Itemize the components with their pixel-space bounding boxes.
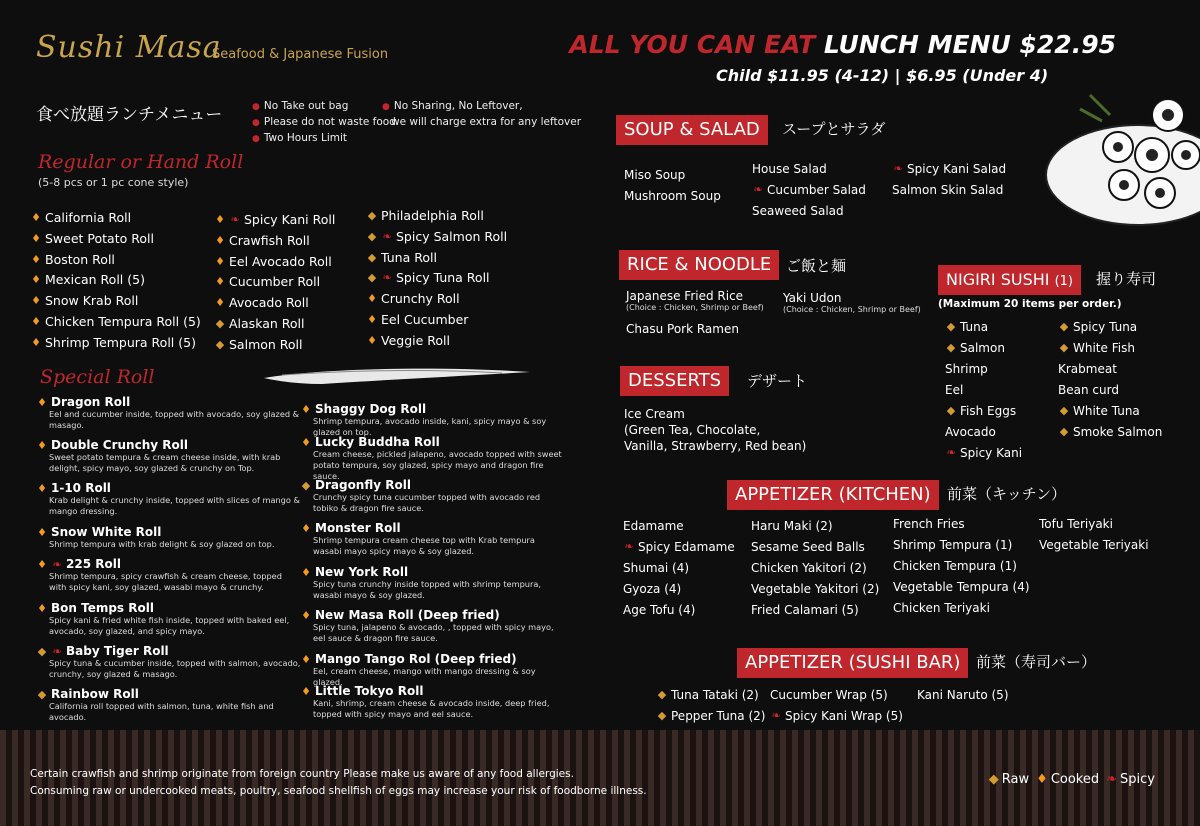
menu-item-label: White Tuna [1073, 403, 1140, 418]
menu-item-label: Spicy Kani [960, 445, 1023, 460]
special-roll-desc: Spicy tuna, jalapeno & avocado, , topped with spicy mayo, eel sauce & dragon fire sauce. [313, 622, 554, 643]
rule-item: ● Two Hours Limit [252, 132, 348, 144]
menu-item-label: Fish Eggs [960, 403, 1017, 418]
menu-item-label: Kani Naruto (5) [917, 687, 1009, 702]
special-roll-name: New York Roll [315, 565, 409, 579]
menu-item-label: California Roll [45, 210, 132, 225]
flame-icon: ♦ [215, 254, 225, 268]
special-roll-name: Dragonfly Roll [315, 478, 411, 492]
flame-icon: ♦ [301, 652, 311, 666]
menu-item-label: Chicken Teriyaki [893, 600, 990, 615]
flame-icon: ♦ [1036, 772, 1048, 787]
menu-item [366, 310, 507, 331]
menu-item [1058, 400, 1162, 421]
menu-item [892, 179, 1006, 200]
rice-item-1: Japanese Fried Rice (Choice : Chicken, Shrimp or Beef) [626, 289, 764, 312]
menu-item [751, 599, 879, 620]
fish-icon: ◆ [657, 709, 667, 722]
fish-icon: ◆ [37, 644, 47, 658]
menu-item-label: Spicy Kani Roll [244, 212, 336, 227]
menu-item [1058, 337, 1162, 358]
rule-item: ● Please do not waste food [252, 116, 396, 128]
special-roll-desc: Shrimp tempura, spicy crawfish & cream cheese, topped with spicy kani, soy glazed, wasabi mayo & crunchy. [49, 571, 282, 592]
menu-item [214, 314, 335, 335]
menu-item-label: Age Tofu (4) [623, 602, 696, 617]
menu-item-label: Fried Calamari (5) [751, 602, 859, 617]
special-roll-name: Monster Roll [315, 521, 401, 535]
flame-icon: ♦ [37, 557, 47, 571]
fish-icon: ◆ [215, 337, 225, 351]
menu-item [656, 705, 765, 726]
special-roll-name: Shaggy Dog Roll [315, 402, 427, 416]
flame-icon: ♦ [367, 333, 377, 347]
menu-item-label: Salmon Skin Salad [892, 182, 1004, 197]
menu-item-label: Avocado [945, 424, 996, 439]
rule-item: we will charge extra for any leftover [391, 116, 582, 128]
menu-item [945, 358, 1022, 379]
menu-item [366, 268, 507, 289]
special-roll-item [36, 687, 301, 723]
menu-item-label: Eel Cucumber [381, 311, 469, 327]
child-price: Child $11.95 (4-12) | $6.95 (Under 4) [716, 66, 1049, 85]
brand-subtitle: Seafood & Japanese Fusion [212, 47, 389, 62]
flame-icon: ♦ [301, 565, 311, 579]
special-roll-desc: Krab delight & crunchy inside, topped with slices of mango & mango dressing. [49, 495, 300, 516]
special-roll-item [36, 644, 301, 680]
special-roll-title: Special Roll [40, 366, 155, 388]
soup-col3 [892, 158, 1006, 200]
menu-item [893, 576, 1030, 597]
menu-item-label: French Fries [893, 516, 965, 531]
special-roll-name: Dragon Roll [51, 395, 131, 409]
menu-item [623, 557, 735, 578]
special-roll-name: Snow White Roll [51, 525, 162, 539]
menu-item [623, 515, 735, 536]
flame-icon: ♦ [301, 402, 311, 416]
brand-logo: Sushi Masa [36, 30, 222, 65]
menu-item [917, 684, 1009, 705]
menu-item-label: Pepper Tuna (2) [671, 708, 766, 723]
flame-icon: ♦ [31, 314, 41, 328]
menu-item-label: Spicy Edamame [638, 539, 735, 554]
pepper-icon: ❧ [753, 183, 763, 196]
special-roll-name: Little Tokyo Roll [315, 684, 424, 698]
menu-item-label: Avocado Roll [229, 295, 309, 311]
menu-item-label: Snow Krab Roll [45, 293, 139, 309]
menu-item [751, 557, 879, 578]
appetizer-kitchen-header: APPETIZER (KITCHEN) [727, 480, 939, 510]
allergy-notice: Certain crawfish and shrimp originate from foreign country Please make us aware of any food allergies. Consuming raw or undercooked meats, poultry, seafood shellfish of eggs may increase your risk of foodborne illness. [30, 768, 647, 797]
pepper-icon: ❧ [52, 557, 62, 571]
menu-item [770, 705, 903, 726]
menu-item-label: Salmon [960, 340, 1005, 355]
menu-item-label: House Salad [752, 161, 827, 176]
menu-item [892, 158, 1006, 179]
flame-icon: ♦ [31, 294, 41, 308]
menu-item-label: Crunchy Roll [381, 291, 460, 307]
menu-title-red: ALL YOU CAN EAT [569, 30, 816, 59]
flame-icon: ♦ [31, 211, 41, 224]
special-roll-name: Mango Tango Rol (Deep fried) [315, 652, 517, 666]
menu-title-white: LUNCH MENU $22.95 [823, 30, 1116, 59]
menu-item-label: Vegetable Teriyaki [1039, 537, 1149, 552]
kitchen-col1 [623, 515, 735, 620]
sushibar-col2 [770, 684, 903, 726]
special-roll-item [36, 481, 301, 517]
menu-item: Mushroom Soup [624, 189, 721, 203]
rules-col1 [252, 99, 396, 147]
nigiri-header: NIGIRI SUSHI (1) [938, 265, 1081, 295]
special-roll-desc: Crunchy spicy tuna cucumber topped with avocado red tobiko & dragon fire sauce. [313, 492, 541, 513]
kitchen-col3 [893, 513, 1030, 618]
soup-salad-jp: スープとサラダ [782, 120, 886, 138]
desserts-header: DESSERTS [620, 366, 729, 396]
sushi-plate-illustration [1040, 75, 1200, 235]
fish-icon: ◆ [367, 271, 377, 285]
fish-icon: ◆ [946, 404, 956, 417]
desserts-jp: デザート [747, 372, 808, 390]
pepper-icon: ❧ [382, 229, 392, 243]
special-roll-desc: Eel, cream cheese, mango with mango dressing & soy glazed. [313, 666, 536, 687]
menu-item [945, 421, 1022, 442]
nigiri-jp: 握り寿司 [1096, 270, 1157, 288]
menu-item-label: Spicy Salmon Roll [396, 228, 508, 244]
soup-col1 [624, 165, 721, 207]
special-roll-item [300, 608, 565, 644]
special-roll-desc: California roll topped with salmon, tuna, white fish and avocado. [49, 701, 274, 722]
fish-icon: ◆ [367, 229, 377, 243]
appetizer-sushibar-jp: 前菜（寿司バー） [976, 653, 1097, 671]
sushibar-col3 [917, 684, 1009, 705]
nigiri-col1 [945, 316, 1022, 463]
menu-item [623, 578, 735, 599]
fish-icon: ◆ [988, 772, 999, 787]
fish-icon: ◆ [946, 341, 956, 354]
menu-item [366, 227, 507, 248]
menu-item-label: Spicy Tuna Roll [396, 270, 490, 286]
special-roll-name: Double Crunchy Roll [51, 438, 188, 452]
menu-item-label: Tofu Teriyaki [1039, 516, 1113, 531]
menu-item [30, 250, 201, 271]
special-roll-item [36, 438, 301, 474]
brush-stroke [262, 366, 532, 386]
menu-item-label: Chicken Tempura Roll (5) [45, 313, 201, 329]
menu-item [752, 200, 866, 221]
menu-item [1058, 379, 1162, 400]
menu-item-label: Shrimp Tempura Roll (5) [45, 334, 196, 350]
fish-icon: ◆ [367, 209, 377, 222]
menu-item-label: Eel [945, 382, 964, 397]
fish-icon: ◆ [367, 250, 377, 264]
special-roll-desc: Spicy tuna crunchy inside topped with shrimp tempura, wasabi mayo & soy glazed. [313, 579, 541, 600]
menu-item [770, 684, 903, 705]
menu-item-label: Tuna Roll [381, 249, 437, 265]
special-roll-name: Lucky Buddha Roll [315, 435, 440, 449]
menu-item [893, 555, 1030, 576]
flame-icon: ♦ [301, 608, 311, 622]
menu-item [893, 513, 1030, 534]
menu-item [1039, 534, 1149, 555]
rule-item: ● No Sharing, No Leftover, [382, 100, 523, 112]
flame-icon: ♦ [37, 601, 47, 615]
menu-item [366, 206, 507, 227]
menu-item-label: Tuna [960, 319, 989, 334]
menu-item-label: Eel Avocado Roll [229, 253, 332, 269]
flame-icon: ♦ [215, 275, 225, 289]
menu-item-label: Alaskan Roll [229, 315, 305, 331]
menu-item-label: Boston Roll [45, 251, 115, 267]
special-roll-desc: Shrimp tempura with krab delight & soy glazed on top. [49, 539, 275, 549]
special-roll-desc: Spicy tuna & cucumber inside, topped with salmon, avocado, crunchy, soy glazed & masago. [49, 658, 301, 679]
menu-item [752, 158, 866, 179]
appetizer-sushibar-header: APPETIZER (SUSHI BAR) [737, 648, 968, 678]
menu-item [945, 316, 1022, 337]
special-roll-desc: Kani, shrimp, cream cheese & avocado inside, deep fried, topped with spicy mayo and eel sauce. [313, 698, 550, 719]
menu-item [366, 331, 507, 352]
flame-icon: ♦ [37, 438, 47, 452]
menu-item-label: Veggie Roll [381, 332, 450, 348]
fish-icon: ◆ [1059, 320, 1069, 333]
menu-item [30, 333, 201, 354]
menu-item-label: Bean curd [1058, 382, 1119, 397]
menu-item [214, 252, 335, 273]
menu-item: Miso Soup [624, 168, 686, 182]
flame-icon: ♦ [31, 335, 41, 349]
special-roll-desc: Shrimp tempura, avocado inside, kani, spicy mayo & soy glazed on top. [313, 416, 547, 437]
rice-item-3: Chasu Pork Ramen [626, 322, 739, 336]
menu-item-label: Vegetable Tempura (4) [893, 579, 1030, 594]
menu-item-label: Chicken Yakitori (2) [751, 560, 867, 575]
menu-item [30, 208, 201, 229]
menu-item [30, 229, 201, 250]
menu-item-label: Cucumber Salad [767, 182, 866, 197]
rice-noodle-jp: ご飯と麺 [786, 257, 847, 275]
pepper-icon: ❧ [771, 709, 781, 722]
rice-noodle-header: RICE & NOODLE [619, 250, 779, 280]
regular-roll-title: Regular or Hand Roll [38, 151, 244, 173]
soup-salad-header: SOUP & SALAD [616, 115, 768, 145]
nigiri-col2 [1058, 316, 1162, 442]
menu-item [945, 337, 1022, 358]
rice-item-2: Yaki Udon (Choice : Chicken, Shrimp or Beef) [783, 291, 921, 314]
flame-icon: ♦ [31, 231, 41, 245]
special-roll-desc: Shrimp tempura cream cheese top with Krab tempura wasabi mayo spicy mayo & soy glazed. [313, 535, 535, 556]
special-roll-item [300, 684, 565, 720]
flame-icon: ♦ [215, 296, 225, 310]
nigiri-note: (Maximum 20 items per order.) [938, 298, 1122, 310]
regular-roll-col1 [30, 208, 201, 354]
special-roll-item [300, 652, 565, 688]
special-roll-item [36, 525, 301, 550]
menu-item-label: Smoke Salmon [1073, 424, 1163, 439]
menu-item [751, 578, 879, 599]
menu-item-label: Mexican Roll (5) [45, 272, 145, 288]
menu-item [1058, 358, 1162, 379]
fish-icon: ◆ [946, 320, 956, 333]
flame-icon: ♦ [301, 521, 311, 535]
regular-roll-col3 [366, 206, 507, 352]
special-roll-item [300, 478, 565, 514]
special-roll-name: 1-10 Roll [51, 481, 111, 495]
menu-item-label: Sesame Seed Balls [751, 539, 865, 554]
pepper-icon: ❧ [1106, 772, 1118, 787]
pepper-icon: ❧ [382, 271, 392, 285]
jp-title: 食べ放題ランチメニュー [36, 105, 223, 125]
menu-item [1039, 513, 1149, 534]
flame-icon: ♦ [37, 481, 47, 495]
menu-item [30, 312, 201, 333]
menu-item [1058, 421, 1162, 442]
menu-item-label: Haru Maki (2) [751, 518, 833, 533]
menu-item [751, 515, 879, 536]
pepper-icon: ❧ [230, 213, 240, 226]
menu-item [893, 597, 1030, 618]
special-roll-name: Baby Tiger Roll [66, 644, 169, 658]
menu-item [214, 272, 335, 293]
menu-item-label: Salmon Roll [229, 336, 303, 352]
pepper-icon: ❧ [893, 162, 903, 175]
menu-item [366, 289, 507, 310]
menu-item [656, 684, 765, 705]
menu-item [945, 379, 1022, 400]
special-roll-name: Rainbow Roll [51, 687, 139, 701]
appetizer-kitchen-jp: 前菜（キッチン） [947, 485, 1066, 503]
flame-icon: ♦ [301, 435, 311, 449]
menu-item-label: Sweet Potato Roll [45, 230, 154, 246]
menu-title [569, 30, 1116, 59]
menu-item-label: Crawfish Roll [229, 232, 310, 248]
fish-icon: ◆ [1059, 425, 1069, 438]
special-roll-desc: Spicy kani & fried white fish inside, topped with baked eel, avocado, soy glazed, and spicy mayo. [49, 615, 290, 636]
menu-item [623, 536, 735, 557]
special-roll-item [36, 395, 301, 431]
flame-icon: ♦ [215, 233, 225, 247]
menu-item-label: Cucumber Wrap (5) [770, 687, 888, 702]
menu-item [623, 599, 735, 620]
menu-item-label: Seaweed Salad [752, 203, 844, 218]
menu-item [366, 248, 507, 269]
fish-icon: ◆ [37, 687, 47, 701]
menu-item-label: White Fish [1073, 340, 1135, 355]
desserts-list: Ice Cream (Green Tea, Chocolate, Vanilla, Strawberry, Red bean) [624, 407, 807, 453]
pepper-icon: ❧ [52, 644, 62, 658]
special-roll-name: 225 Roll [66, 557, 121, 571]
flame-icon: ♦ [37, 395, 47, 409]
special-roll-item [300, 435, 565, 482]
menu-item [945, 400, 1022, 421]
flame-icon: ♦ [37, 525, 47, 539]
menu-item-label: Chicken Tempura (1) [893, 558, 1017, 573]
regular-roll-subtitle: (5-8 pcs or 1 pc cone style) [38, 176, 189, 189]
menu-item-label: Philadelphia Roll [381, 208, 484, 223]
flame-icon: ♦ [367, 312, 377, 326]
icon-legend: ◆ Raw ♦ Cooked ❧ Spicy [988, 772, 1155, 787]
regular-roll-col2 [214, 210, 335, 356]
special-roll-item [300, 521, 565, 557]
flame-icon: ♦ [215, 213, 225, 226]
special-roll-desc: Eel and cucumber inside, topped with avocado, soy glazed & masago. [49, 409, 300, 430]
special-roll-item [300, 402, 565, 438]
flame-icon: ♦ [31, 273, 41, 287]
kitchen-col4 [1039, 513, 1149, 555]
kitchen-col2 [751, 515, 879, 620]
menu-item [751, 536, 879, 557]
menu-item [752, 179, 866, 200]
menu-item-label: Tuna Tataki (2) [671, 687, 759, 702]
soup-col2 [752, 158, 866, 221]
menu-item-label: Shumai (4) [623, 560, 690, 575]
fish-icon: ◆ [301, 478, 311, 492]
menu-item-label: Spicy Kani Salad [907, 161, 1007, 176]
menu-item [214, 335, 335, 356]
special-roll-name: New Masa Roll (Deep fried) [315, 608, 500, 622]
special-roll-name: Bon Temps Roll [51, 601, 154, 615]
rules-col2 [382, 99, 581, 130]
menu-item [214, 293, 335, 314]
flame-icon: ♦ [31, 252, 41, 266]
pepper-icon: ❧ [946, 446, 956, 459]
special-roll-desc: Cream cheese, pickled jalapeno, avocado topped with sweet potato tempura, soy glazed, spicy mayo and dragon fire sauce. [313, 449, 562, 481]
menu-item [214, 231, 335, 252]
rule-item: ● No Take out bag [252, 100, 349, 112]
fish-icon: ◆ [1059, 404, 1069, 417]
pepper-icon: ❧ [624, 540, 634, 553]
menu-item-label: Shrimp Tempura (1) [893, 537, 1013, 552]
menu-item [30, 291, 201, 312]
menu-item-label: Spicy Kani Wrap (5) [785, 708, 903, 723]
flame-icon: ♦ [367, 292, 377, 306]
menu-item-label: Krabmeat [1058, 361, 1117, 376]
menu-item [1058, 316, 1162, 337]
fish-icon: ◆ [215, 316, 225, 330]
special-roll-desc: Sweet potato tempura & cream cheese inside, with krab delight, spicy mayo, soy glazed & crunchy on Top. [49, 452, 281, 473]
fish-icon: ◆ [1059, 341, 1069, 354]
fish-icon: ◆ [657, 688, 667, 701]
special-roll-item [36, 557, 301, 593]
menu-item [30, 270, 201, 291]
special-roll-item [300, 565, 565, 601]
menu-item-label: Gyoza (4) [623, 581, 682, 596]
menu-item-label: Vegetable Yakitori (2) [751, 581, 880, 596]
menu-item [893, 534, 1030, 555]
special-roll-item [36, 601, 301, 637]
menu-item-label: Spicy Tuna [1073, 319, 1138, 334]
menu-item [945, 442, 1022, 463]
menu-item-label: Shrimp [945, 361, 988, 376]
menu-item [214, 210, 335, 231]
menu-item-label: Edamame [623, 518, 684, 533]
sushibar-col1 [656, 684, 765, 726]
flame-icon: ♦ [301, 684, 311, 698]
menu-item-label: Cucumber Roll [229, 274, 321, 290]
